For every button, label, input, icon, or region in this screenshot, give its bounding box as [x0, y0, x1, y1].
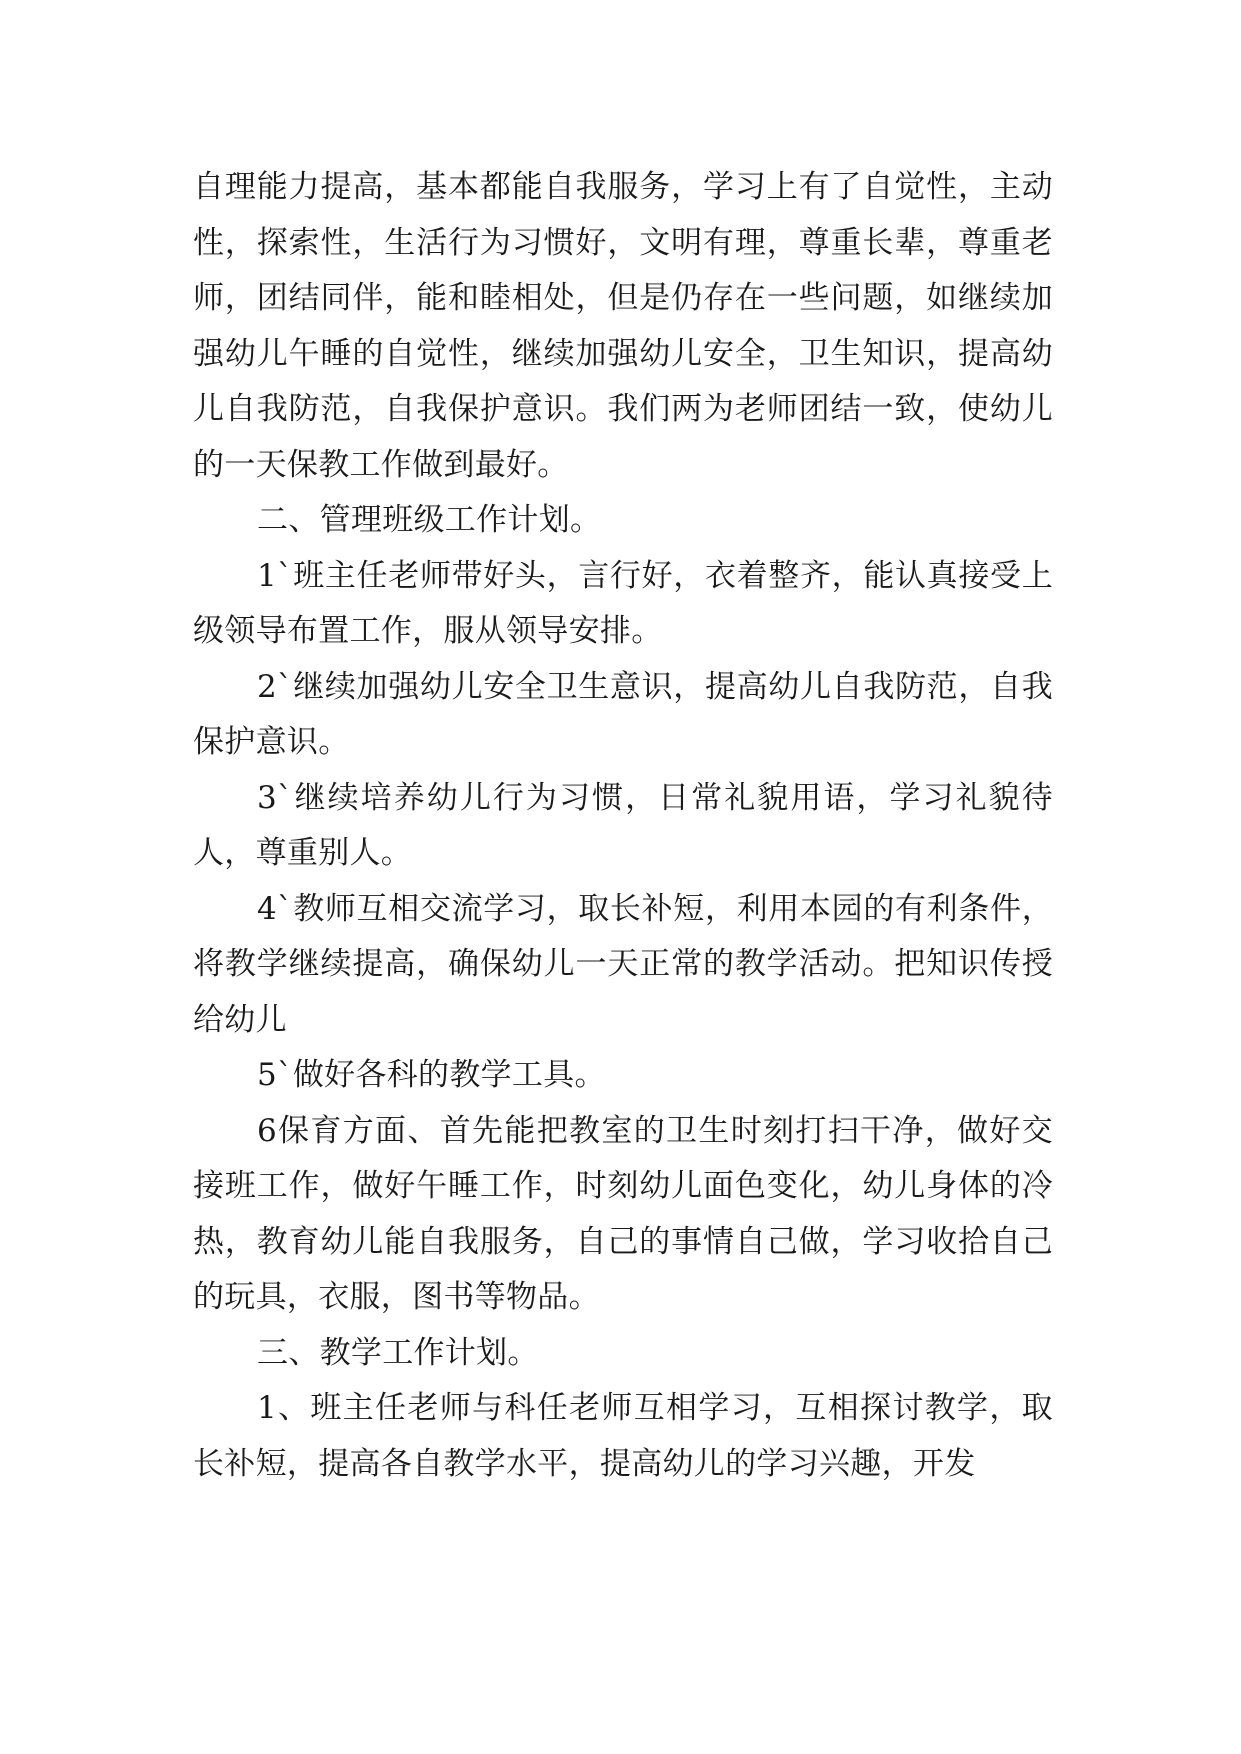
intro-paragraph: 自理能力提高，基本都能自我服务，学习上有了自觉性，主动性，探索性，生活行为习惯好，文明有理，尊重长辈，尊重老师，团结同伴，能和睦相处，但是仍存在一些问题，如继续加强幼儿午睡的自觉性，继续加强幼儿安全，卫生知识，提高幼儿自我防范，自我保护意识。我们两为老师团结一致，使幼儿的一天保教工作做到最好。 — [193, 169, 1053, 483]
list-item-3-1: 1、班主任老师与科任老师互相学习，互相探讨教学，取长补短，提高各自教学水平，提高幼儿的学习兴趣，开发 — [193, 1390, 1053, 1482]
list-item-2-1: 1`班主任老师带好头，言行好，衣着整齐，能认真接受上级领导布置工作，服从领导安排。 — [193, 557, 1053, 649]
section-2-heading: 二、管理班级工作计划。 — [257, 502, 602, 538]
list-item-2-4: 4`教师互相交流学习，取长补短，利用本园的有利条件，将教学继续提高，确保幼儿一天正常的教学活动。把知识传授给幼儿 — [193, 890, 1053, 1038]
list-item-2-5: 5`做好各科的教学工具。 — [257, 1057, 606, 1093]
document-body — [193, 160, 1053, 1492]
section-3-heading: 三、教学工作计划。 — [257, 1334, 539, 1371]
list-item-2-6: 6保育方面、首先能把教室的卫生时刻打扫干净，做好交接班工作，做好午睡工作，时刻幼儿面色变化，幼儿身体的冷热，教育幼儿能自我服务，自己的事情自己做，学习收拾自己的玩具，衣服，图书等物品。 — [193, 1112, 1053, 1315]
list-item-2-2: 2`继续加强幼儿安全卫生意识，提高幼儿自我防范，自我保护意识。 — [193, 668, 1053, 760]
list-item-2-3: 3`继续培养幼儿行为习惯，日常礼貌用语，学习礼貌待人，尊重别人。 — [193, 779, 1053, 871]
